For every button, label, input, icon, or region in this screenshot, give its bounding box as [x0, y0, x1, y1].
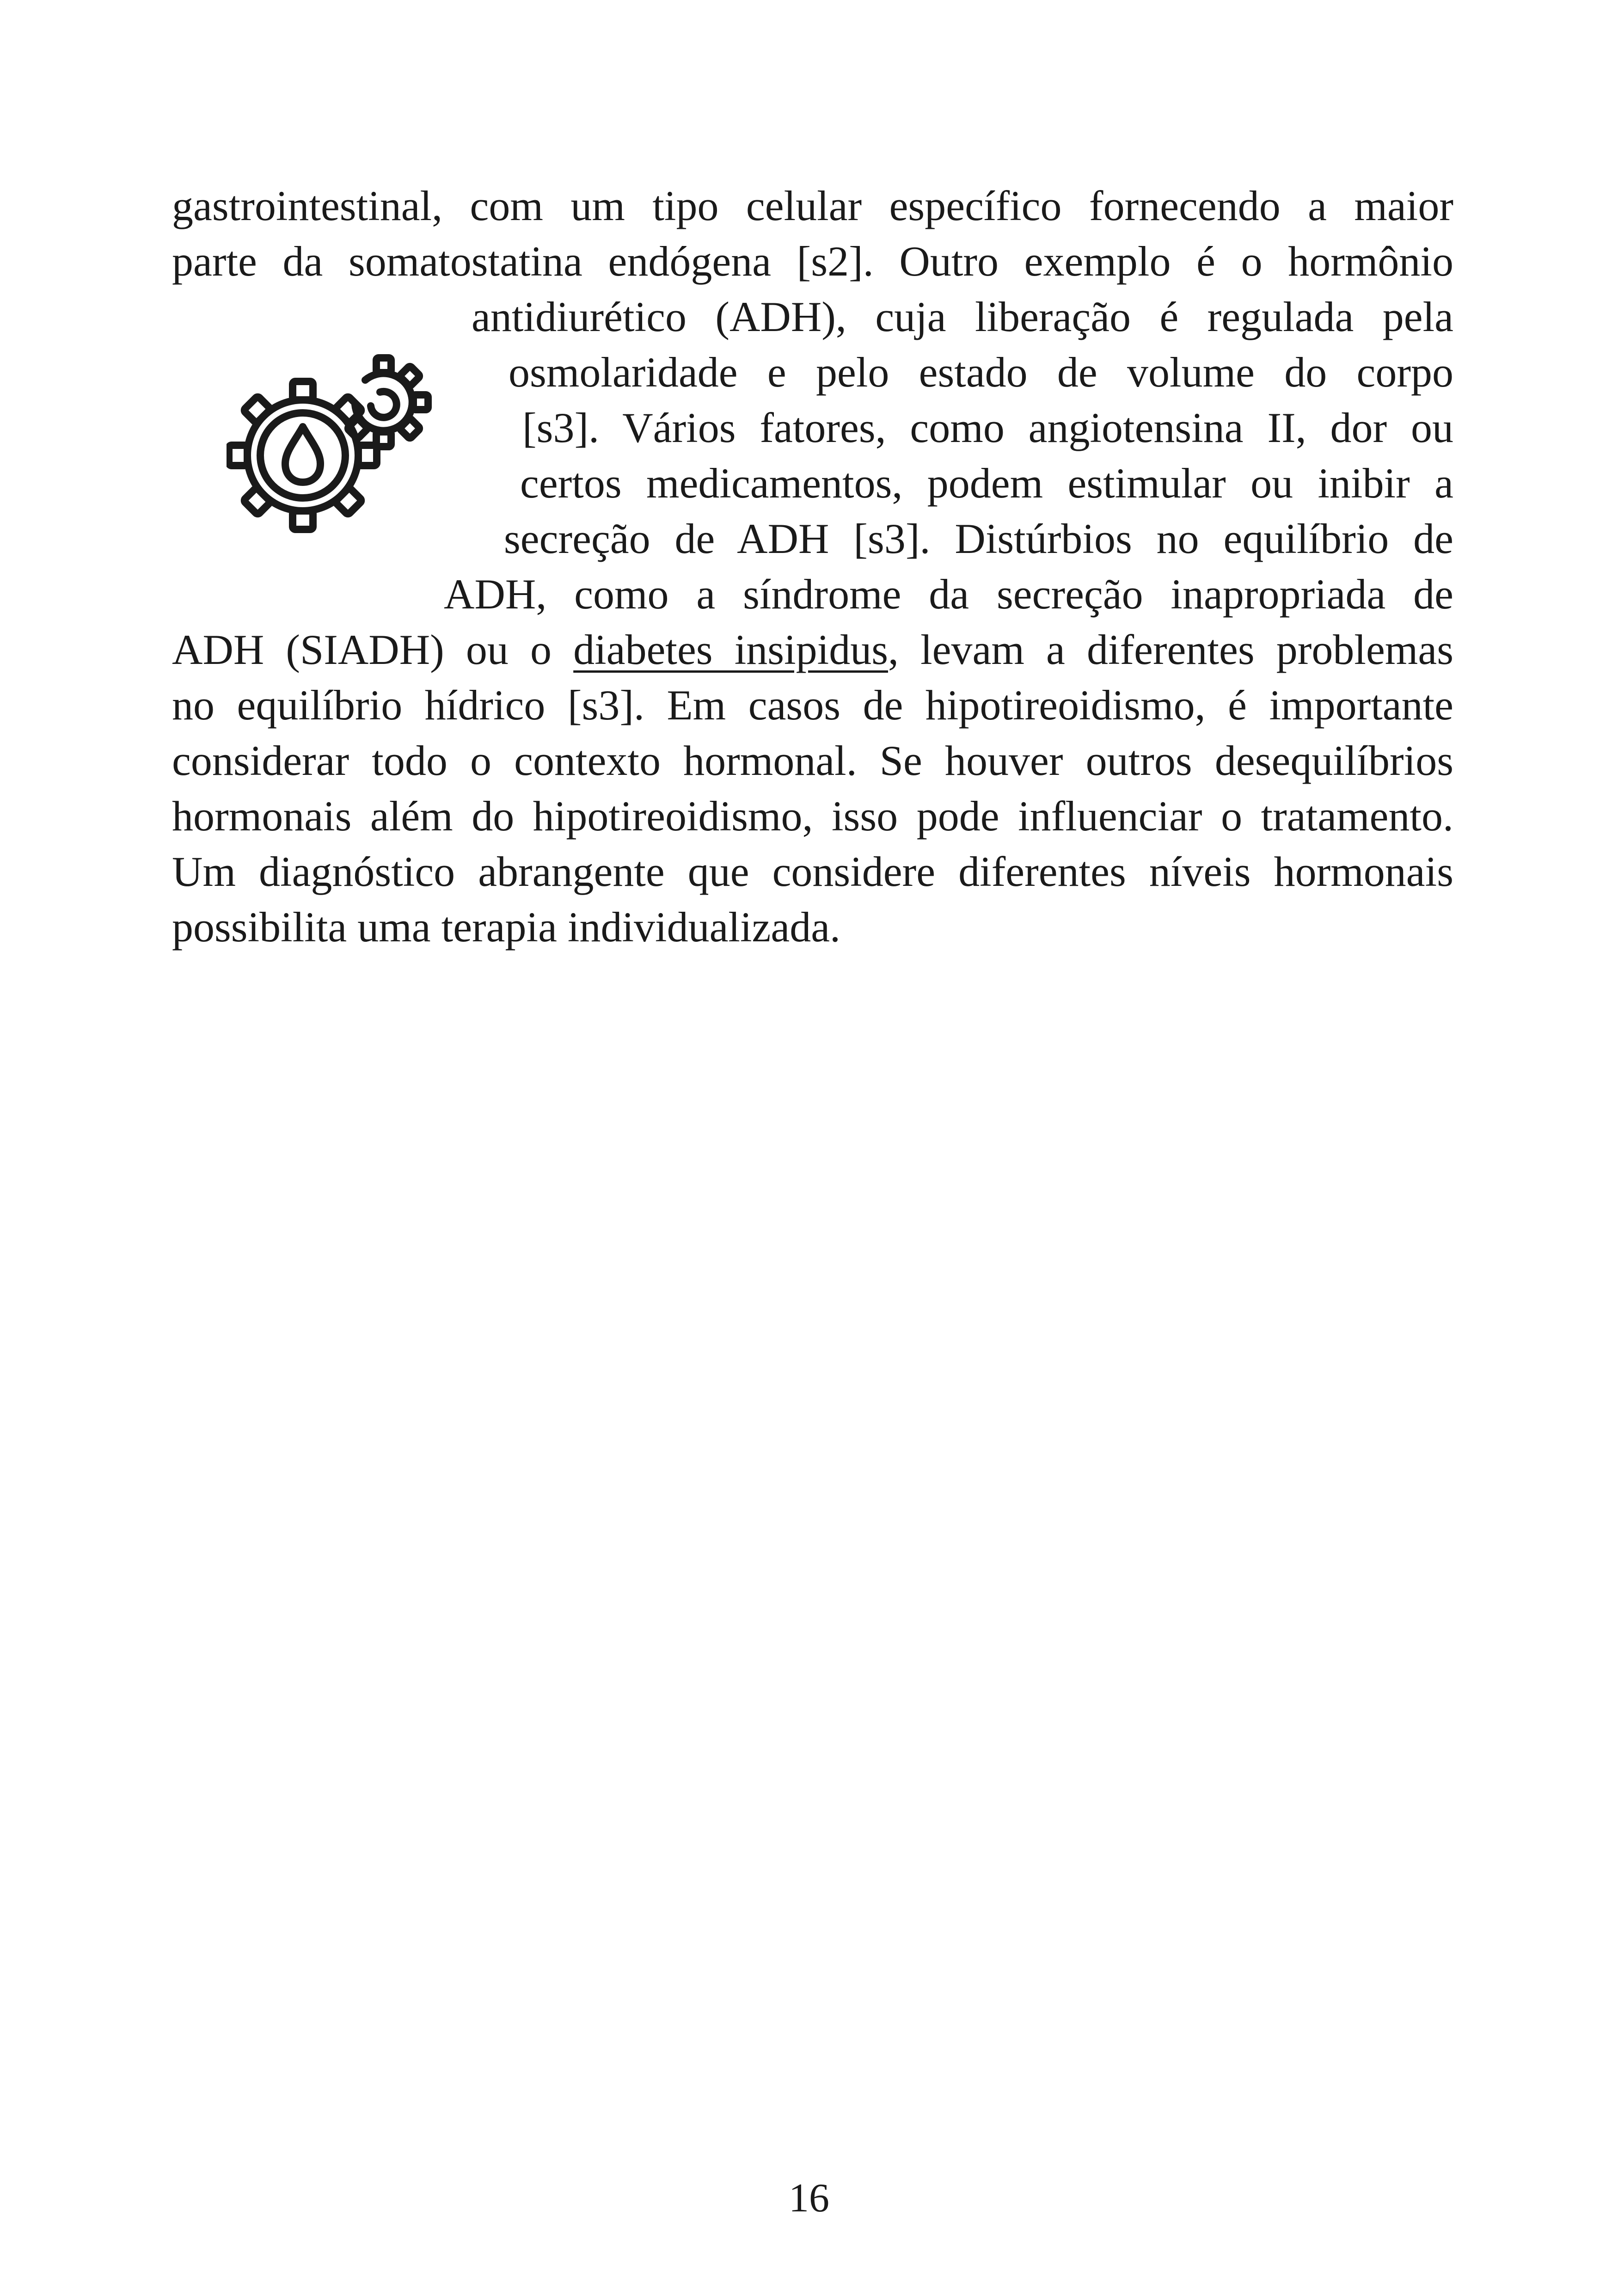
- text-line-6: certos medicamentos, podem estimular ou inibir a: [520, 460, 1453, 507]
- text-after-link: , levam a diferentes problemas: [888, 626, 1453, 673]
- text-line-13: Um diagnóstico abrangente que considere diferentes níveis hormonais: [172, 848, 1453, 895]
- text-line-14: possibilita uma terapia individualizada.: [172, 903, 841, 951]
- text-line-9: [172, 622, 1453, 677]
- text-line-2: parte da somatostatina endógena [s2]. Outro exemplo é o hormônio: [172, 238, 1453, 285]
- gears-water-drop-icon: [227, 351, 439, 536]
- text-line-7: secreção de ADH [s3]. Distúrbios no equilíbrio de: [504, 515, 1453, 562]
- text-line-11: considerar todo o contexto hormonal. Se houver outros desequilíbrios: [172, 737, 1453, 784]
- text-before-link: ADH (SIADH) ou o: [172, 626, 574, 673]
- text-line-10: no equilíbrio hídrico [s3]. Em casos de hipotireoidismo, é importante: [172, 681, 1453, 729]
- text-line-4: osmolaridade e pelo estado de volume do corpo: [509, 349, 1453, 396]
- text-line-8: ADH, como a síndrome da secreção inapropriada de: [444, 571, 1453, 618]
- text-line-5: [s3]. Vários fatores, como angiotensina II, dor ou: [522, 404, 1453, 451]
- text-line-12: hormonais além do hipotireoidismo, isso pode influenciar o tratamento.: [172, 792, 1453, 840]
- diabetes-insipidus-link[interactable]: diabetes insipidus: [573, 626, 888, 673]
- text-line-1: gastrointestinal, com um tipo celular específico fornecendo a maior: [172, 182, 1453, 229]
- page-number: 16: [789, 2176, 829, 2221]
- text-line-3: antidiurético (ADH), cuja liberação é regulada pela: [472, 293, 1453, 340]
